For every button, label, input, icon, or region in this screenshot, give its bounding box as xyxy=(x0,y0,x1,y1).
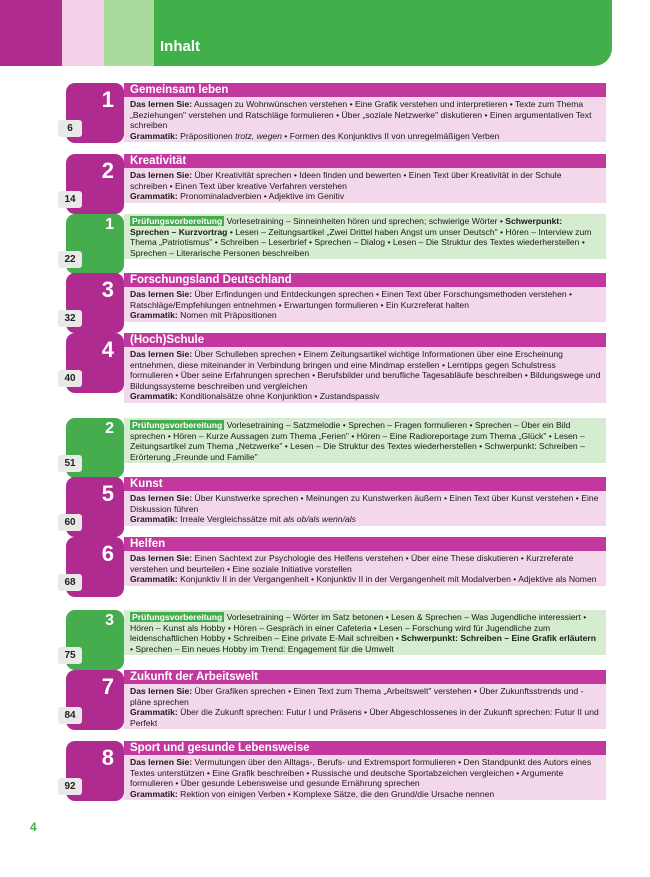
exam-prep-description xyxy=(124,610,606,655)
grammatik-text: Rektion von einigen Verben • Komplexe Sätze, die den Grund/die Ursache nennen xyxy=(177,788,495,799)
grammatik-label: Grammatik: xyxy=(130,514,178,525)
lernen-text: Über Schulleben sprechen • Einem Zeitungsartikel wichtige Informationen über eine Erscheinung entnehmen, diese miteinander in Verbindung bringen und eine Mindmap erstellen • Lerntipps gegen Schulstress formulieren • Über seine Erfahrungen sprechen • Berufsbilder und berufliche Tagesabläufe beschreiben • Bildungswege und Bildungssysteme beschreiben und vergleichen xyxy=(130,349,601,391)
page-number-badge: 14 xyxy=(58,191,82,208)
exam-prep-description xyxy=(124,214,606,259)
chapter-title: Gemeinsam leben xyxy=(124,83,606,97)
chapter-title: (Hoch)Schule xyxy=(124,333,606,347)
chapter-number: 2 xyxy=(101,158,114,183)
lernen-label: Das lernen Sie: xyxy=(130,757,193,767)
page-number-badge: 75 xyxy=(58,647,82,664)
grammatik-text: Über die Zukunft sprechen: Futur I und Präsens • Über Abgeschlossenes in der Zukunft sprechen: Futur II und Perfekt xyxy=(130,707,599,728)
exam-prep-entry-2[interactable] xyxy=(66,418,606,470)
lernen-label: Das lernen Sie: xyxy=(130,493,193,503)
chapter-title: Forschungsland Deutschland xyxy=(124,273,606,287)
grammatik-text: Präpositionen xyxy=(177,130,236,141)
chapter-number: 8 xyxy=(101,745,114,770)
header-stripe-magenta xyxy=(0,0,62,66)
chapter-title: Sport und gesunde Lebensweise xyxy=(124,741,606,755)
grammatik-label: Grammatik: xyxy=(130,788,178,799)
exam-prep-description xyxy=(124,418,606,463)
grammatik-text-2: • Formen des Konjunktivs II von unregelmäßigen Verben xyxy=(281,130,500,141)
chapter-description xyxy=(124,755,606,800)
chapter-description xyxy=(124,491,606,526)
header-bar xyxy=(0,0,612,66)
grammatik-label: Grammatik: xyxy=(130,391,178,402)
chapter-entry-8[interactable] xyxy=(66,741,606,805)
chapter-description xyxy=(124,97,606,142)
page-number-badge: 40 xyxy=(58,370,82,387)
footer-page-number: 4 xyxy=(30,820,37,834)
grammatik-italic: trotz, wegen xyxy=(235,130,282,141)
lernen-text: Über Grafiken sprechen • Einen Text zum Thema „Arbeitswelt" verstehen • Über Zukunftsstrends und -pläne sprechen xyxy=(130,686,584,707)
exam-prep-text-2: • Sprechen – Ein neues Hobby im Trend: Engagement für die Umwelt xyxy=(130,643,394,654)
chapter-entry-2[interactable] xyxy=(66,154,606,206)
exam-prep-badge: Prüfungsvorbereitung xyxy=(132,420,223,430)
lernen-label: Das lernen Sie: xyxy=(130,553,193,563)
exam-prep-badge: Prüfungsvorbereitung xyxy=(132,216,223,226)
exam-prep-focus: Schwerpunkt: Sprechen – Kurzvortrag xyxy=(130,216,563,237)
page-number-badge: 84 xyxy=(58,707,82,724)
lernen-label: Das lernen Sie: xyxy=(130,170,193,180)
lernen-text: Über Kreativität sprechen • Ideen finden und bewerten • Einen Text über Kreativität in der Schule schreiben • Einen Text über kreative Verfahren verstehen xyxy=(130,170,562,191)
chapter-entry-1[interactable] xyxy=(66,83,606,145)
page-number-badge: 6 xyxy=(58,120,82,137)
chapter-number: 5 xyxy=(101,481,114,506)
chapter-number: 3 xyxy=(101,277,114,302)
chapter-entry-5[interactable] xyxy=(66,477,606,527)
grammatik-text: Nomen mit Präpositionen xyxy=(177,310,277,321)
chapter-number: 7 xyxy=(101,674,114,699)
lernen-text: Über Kunstwerke sprechen • Meinungen zu Kunstwerken äußern • Einen Text über Kunst verstehen • Eine Diskussion führen xyxy=(130,493,599,514)
page-number-badge: 22 xyxy=(58,251,82,268)
chapter-description xyxy=(124,168,606,203)
chapter-title: Zukunft der Arbeitswelt xyxy=(124,670,606,684)
chapter-description xyxy=(124,347,606,403)
header-stripe-pink xyxy=(62,0,104,66)
chapter-number: 6 xyxy=(101,541,114,566)
exam-prep-entry-3[interactable] xyxy=(66,610,606,662)
page-number-badge: 32 xyxy=(58,310,82,327)
exam-prep-number: 3 xyxy=(105,612,114,629)
lernen-text: Über Erfindungen und Entdeckungen sprechen • Einen Text über Forschungsmethoden verstehen • Ratschläge/Empfehlungen entnehmen • Erwartungen formulieren • Ein Kurzreferat halten xyxy=(130,289,573,310)
exam-prep-number: 1 xyxy=(105,216,114,233)
page-number-badge: 51 xyxy=(58,455,82,472)
chapter-entry-6[interactable] xyxy=(66,537,606,601)
exam-prep-number: 2 xyxy=(105,420,114,437)
chapter-description xyxy=(124,551,606,586)
grammatik-label: Grammatik: xyxy=(130,310,178,321)
chapter-title: Kreativität xyxy=(124,154,606,168)
chapter-description xyxy=(124,684,606,729)
grammatik-label: Grammatik: xyxy=(130,130,178,141)
exam-prep-focus: Schwerpunkt: Schreiben – Eine Grafik erläutern xyxy=(401,633,596,644)
exam-prep-text: Vorlesetraining – Wörter im Satz betonen • Lesen & Sprechen – Was Jugendliche interessiert • Hören – Kunst als Hobby • Hören – Gespräch in einer Cafeteria • Lesen – Forschung wird für Jugendliche zum leidenschaftlichen Hobby • Schreiben – Eine private E-Mail schreiben • xyxy=(130,612,587,644)
page-number-badge: 68 xyxy=(58,574,82,591)
chapter-number: 4 xyxy=(101,337,114,362)
lernen-text: Vermutungen über den Alltags-, Berufs- und Extremsport formulieren • Den Standpunkt des Autors eines Textes unterstützen • Eine Grafik beschreiben • Russische und deutsche Sportabzeichen vergleichen • Argumente formulieren • Über gesunde Lebensweise und gesunde Ernährung sprechen xyxy=(130,757,592,789)
exam-prep-text-2: • Lesen – Zeitungsartikel „Zwei Drittel haben Angst um unser Deutsch" • Hören – Interview zum Thema „Patriotismus" • Schreiben – Leserbrief • Sprechen – Dialog • Lesen – Die Struktur des Textes wiederherstellen • Sprechen – Literarische Personen beschreiben xyxy=(130,226,592,258)
lernen-text: Aussagen zu Wohnwünschen verstehen • Eine Grafik verstehen und interpretieren • Texte zum Thema „Beziehungen" verstehen und Ratschläge formulieren • Über „soziale Netzwerke" diskutieren • Einen argumentativen Text schreiben xyxy=(130,99,592,131)
lernen-label: Das lernen Sie: xyxy=(130,99,193,109)
chapter-description xyxy=(124,287,606,322)
grammatik-label: Grammatik: xyxy=(130,191,178,202)
chapter-title: Kunst xyxy=(124,477,606,491)
grammatik-italic: als ob/als wenn/als xyxy=(283,514,356,525)
page-number-badge: 60 xyxy=(58,514,82,531)
grammatik-text: Konditionalsätze ohne Konjunktion • Zustandspassiv xyxy=(177,391,380,402)
grammatik-text: Irreale Vergleichssätze mit xyxy=(177,514,284,525)
lernen-label: Das lernen Sie: xyxy=(130,349,193,359)
lernen-label: Das lernen Sie: xyxy=(130,686,193,696)
grammatik-label: Grammatik: xyxy=(130,707,178,718)
exam-prep-text: Vorlesetraining – Satzmelodie • Sprechen – Fragen formulieren • Sprechen – Über ein Bild sprechen • Hören – Kurze Aussagen zum Thema „Ferien" • Hören – Eine Radioreportage zum Thema „Glück" • Lesen – Zeitungsartikel zum Thema „Netzwerke" • Lesen – Die Struktur des Textes wiederherstellen • Schwerpunkt: Schreiben – Erörterung „Freunde und Familie" xyxy=(130,420,585,462)
exam-prep-text: Vorlesetraining – Sinneinheiten hören und sprechen; schwierige Wörter • xyxy=(224,216,506,226)
exam-prep-badge: Prüfungsvorbereitung xyxy=(132,612,223,622)
chapter-entry-3[interactable] xyxy=(66,273,606,325)
chapter-title: Helfen xyxy=(124,537,606,551)
page-number-badge: 92 xyxy=(58,778,82,795)
exam-prep-entry-1[interactable] xyxy=(66,214,606,264)
grammatik-text: Pronominaladverbien • Adjektive im Genitiv xyxy=(177,191,345,202)
page-title: Inhalt xyxy=(160,38,200,55)
lernen-text: Einen Sachtext zur Psychologie des Helfens verstehen • Über eine These diskutieren • Kurzreferate verstehen und beurteilen • Eine soziale Initiative vorstellen xyxy=(130,553,574,574)
chapter-number: 1 xyxy=(101,87,114,112)
grammatik-label: Grammatik: xyxy=(130,574,178,585)
chapter-entry-4[interactable] xyxy=(66,333,606,409)
chapter-entry-7[interactable] xyxy=(66,670,606,732)
header-stripe-lightgreen xyxy=(104,0,154,66)
grammatik-text: Konjunktiv II in der Vergangenheit • Konjunktiv II in der Vergangenheit mit Modalverben • Adjektive als Nomen xyxy=(177,574,597,585)
lernen-label: Das lernen Sie: xyxy=(130,289,193,299)
